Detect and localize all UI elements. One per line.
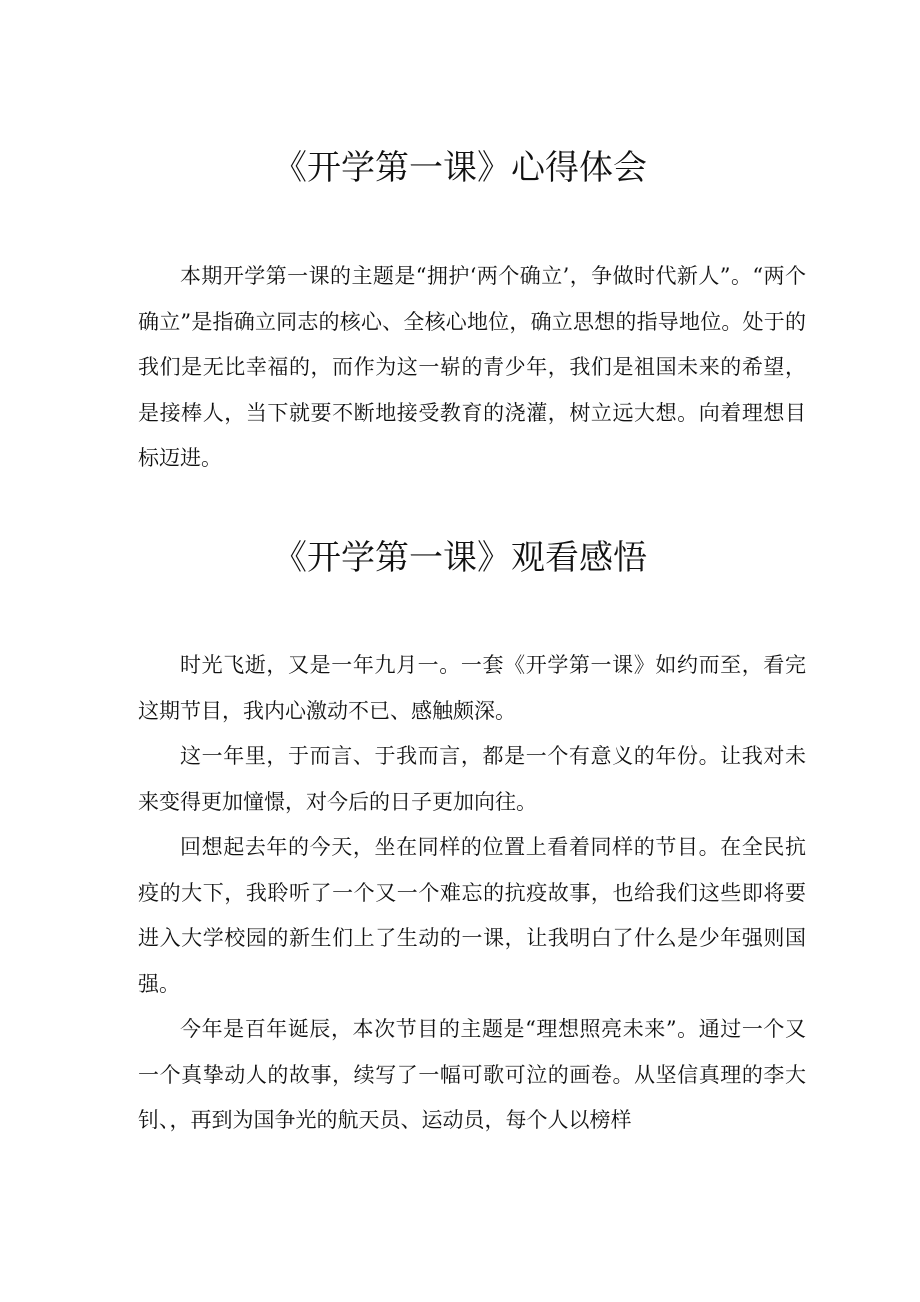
section-body-reflection xyxy=(138,254,806,482)
paragraph: 时光飞逝，又是一年九月一。一套《开学第一课》如约而至，看完这期节目，我内心激动不已、感触颇深。 xyxy=(138,653,806,723)
paragraph: 今年是百年诞辰，本次节目的主题是“理想照亮未来”。通过一个又一个真挚动人的故事，续写了一幅可歌可泣的画卷。从坚信真理的李大钊、，再到为国争光的航天员、运动员，每个人以榜样 xyxy=(138,1017,806,1132)
section-body-impressions xyxy=(138,643,806,1144)
paragraph: 回想起去年的今天，坐在同样的位置上看着同样的节目。在全民抗疫的大下，我聆听了一个又一个难忘的抗疫故事，也给我们这些即将要进入大学校园的新生们上了生动的一课，让我明白了什么是少年强则国强。 xyxy=(138,835,806,996)
paragraph: 本期开学第一课的主题是“拥护‘两个确立’，争做时代新人”。“两个确立”是指确立同志的核心、全核心地位，确立思想的指导地位。处于的我们是无比幸福的，而作为这一崭的青少年，我们是祖国未来的希望，是接棒人，当下就要不断地接受教育的浇灌，树立远大想。向着理想目标迈进。 xyxy=(138,264,806,470)
section-title-impressions: 《开学第一课》观看感悟 xyxy=(273,538,647,578)
section-title-reflection: 《开学第一课》心得体会 xyxy=(273,148,647,188)
paragraph: 这一年里，于而言、于我而言，都是一个有意义的年份。让我对未来变得更加憧憬，对今后的日子更加向往。 xyxy=(138,744,806,814)
